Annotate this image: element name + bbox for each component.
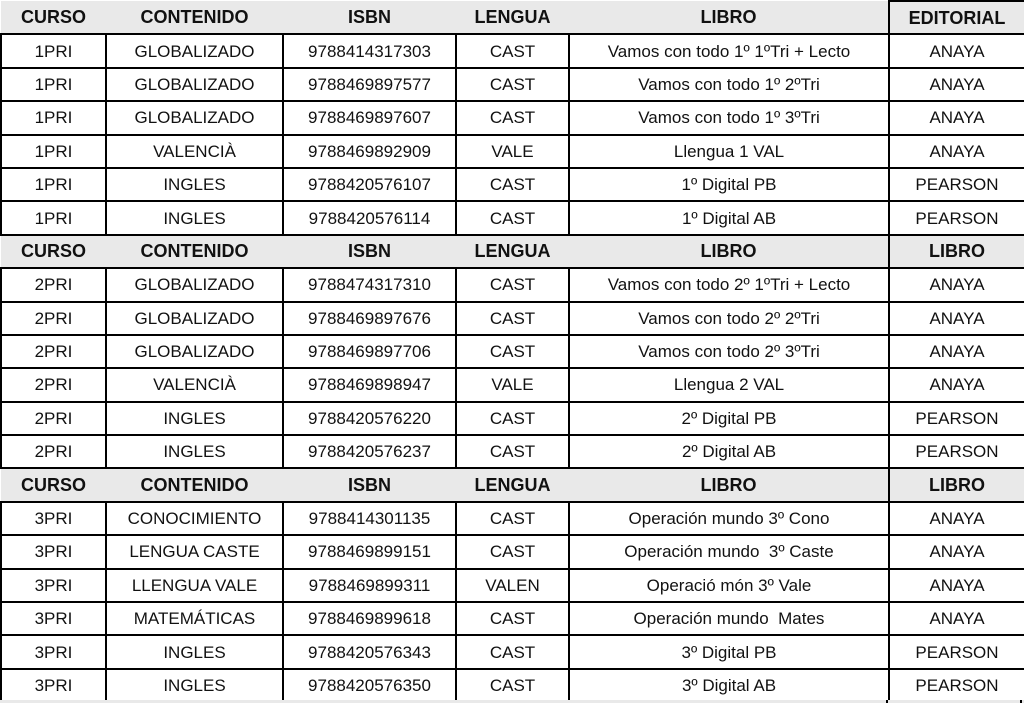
table-cell: PEARSON <box>889 168 1024 201</box>
table-cell: VALEN <box>456 569 569 602</box>
column-header: LIBRO <box>889 235 1024 268</box>
table-cell: GLOBALIZADO <box>106 68 283 101</box>
table-cell: Llengua 1 VAL <box>569 135 889 168</box>
table-cell: 3PRI <box>1 669 106 702</box>
table-cell: CAST <box>456 34 569 67</box>
table-cell: LENGUA CASTE <box>106 535 283 568</box>
table-cell: 1PRI <box>1 201 106 234</box>
table-cell: 9788469897676 <box>283 302 456 335</box>
table-cell: 1PRI <box>1 135 106 168</box>
table-row <box>1 535 1024 568</box>
column-header: CONTENIDO <box>106 235 283 268</box>
table-cell: ANAYA <box>889 569 1024 602</box>
table-cell: CAST <box>456 335 569 368</box>
column-header: CURSO <box>1 468 106 501</box>
column-header: ISBN <box>283 235 456 268</box>
column-header: LIBRO <box>889 468 1024 501</box>
table-cell: ANAYA <box>889 268 1024 301</box>
table-row <box>1 569 1024 602</box>
table-cell: Operación mundo 3º Cono <box>569 502 889 535</box>
table-cell: INGLES <box>106 435 283 468</box>
table-cell: Operación mundo Mates <box>569 602 889 635</box>
table-cell: 1PRI <box>1 168 106 201</box>
table-cell: INGLES <box>106 402 283 435</box>
table-cell: 9788420576237 <box>283 435 456 468</box>
table-cell: ANAYA <box>889 368 1024 401</box>
table-row <box>1 669 1024 702</box>
column-header: LENGUA <box>456 1 569 34</box>
table-row <box>1 635 1024 668</box>
section-header-row <box>1 1 1024 34</box>
table-cell: PEARSON <box>889 435 1024 468</box>
table-cell: 9788469898947 <box>283 368 456 401</box>
table-cell: 9788420576220 <box>283 402 456 435</box>
table-cell: 1PRI <box>1 101 106 134</box>
column-header: ISBN <box>283 468 456 501</box>
textbooks-table-body <box>1 1 1024 702</box>
table-cell: INGLES <box>106 669 283 702</box>
table-cell: VALE <box>456 135 569 168</box>
column-header: CONTENIDO <box>106 1 283 34</box>
table-cell: ANAYA <box>889 302 1024 335</box>
table-cell: GLOBALIZADO <box>106 268 283 301</box>
table-cell: Vamos con todo 1º 3ºTri <box>569 101 889 134</box>
column-header: LENGUA <box>456 235 569 268</box>
table-cell: CAST <box>456 101 569 134</box>
table-cell: PEARSON <box>889 669 1024 702</box>
table-cell: 3PRI <box>1 502 106 535</box>
table-cell: Operació món 3º Vale <box>569 569 889 602</box>
table-cell: VALENCIÀ <box>106 368 283 401</box>
table-cell: VALENCIÀ <box>106 135 283 168</box>
table-cell: ANAYA <box>889 502 1024 535</box>
table-cell: ANAYA <box>889 68 1024 101</box>
table-row <box>1 302 1024 335</box>
table-row <box>1 335 1024 368</box>
table-cell: MATEMÁTICAS <box>106 602 283 635</box>
table-row <box>1 602 1024 635</box>
table-cell: CAST <box>456 502 569 535</box>
table-row <box>1 68 1024 101</box>
table-cell: Vamos con todo 1º 1ºTri + Lecto <box>569 34 889 67</box>
table-cell: 9788469897607 <box>283 101 456 134</box>
table-cell: 2PRI <box>1 302 106 335</box>
table-cell: 9788420576343 <box>283 635 456 668</box>
table-cell: 9788469897706 <box>283 335 456 368</box>
table-row <box>1 402 1024 435</box>
section-header-row <box>1 468 1024 501</box>
table-cell: LLENGUA VALE <box>106 569 283 602</box>
table-cell: 9788474317310 <box>283 268 456 301</box>
table-cell: 3PRI <box>1 569 106 602</box>
table-cell: GLOBALIZADO <box>106 335 283 368</box>
table-cell: 2PRI <box>1 335 106 368</box>
column-header: LIBRO <box>569 1 889 34</box>
table-row <box>1 368 1024 401</box>
table-cell: 3PRI <box>1 635 106 668</box>
table-row <box>1 502 1024 535</box>
table-cell: 9788414317303 <box>283 34 456 67</box>
table-cell: CAST <box>456 268 569 301</box>
table-cell: CAST <box>456 402 569 435</box>
table-cell: Llengua 2 VAL <box>569 368 889 401</box>
table-cell: 9788469899151 <box>283 535 456 568</box>
table-cell: CAST <box>456 168 569 201</box>
table-cell: 9788414301135 <box>283 502 456 535</box>
table-cell: Operación mundo 3º Caste <box>569 535 889 568</box>
table-cell: 9788420576107 <box>283 168 456 201</box>
table-cell: 3º Digital AB <box>569 669 889 702</box>
table-cell: ANAYA <box>889 34 1024 67</box>
table-cell: INGLES <box>106 635 283 668</box>
table-cell: CAST <box>456 435 569 468</box>
table-cell: Vamos con todo 2º 2ºTri <box>569 302 889 335</box>
table-cell: Vamos con todo 1º 2ºTri <box>569 68 889 101</box>
table-cell: 9788469897577 <box>283 68 456 101</box>
table-cell: ANAYA <box>889 602 1024 635</box>
table-cell: CAST <box>456 302 569 335</box>
table-cell: 1º Digital AB <box>569 201 889 234</box>
table-cell: 3PRI <box>1 602 106 635</box>
table-cell: CAST <box>456 201 569 234</box>
table-cell: 9788420576114 <box>283 201 456 234</box>
table-cell: 9788469892909 <box>283 135 456 168</box>
column-header: CURSO <box>1 1 106 34</box>
table-row <box>1 101 1024 134</box>
table-cell: 2PRI <box>1 435 106 468</box>
column-header: CONTENIDO <box>106 468 283 501</box>
column-header: ISBN <box>283 1 456 34</box>
table-cell: PEARSON <box>889 635 1024 668</box>
table-cell: 3º Digital PB <box>569 635 889 668</box>
table-row <box>1 168 1024 201</box>
table-row <box>1 268 1024 301</box>
table-cell: Vamos con todo 2º 1ºTri + Lecto <box>569 268 889 301</box>
column-header: CURSO <box>1 235 106 268</box>
table-cell: ANAYA <box>889 335 1024 368</box>
table-cell: CAST <box>456 635 569 668</box>
table-cell: CONOCIMIENTO <box>106 502 283 535</box>
table-cell: 2PRI <box>1 268 106 301</box>
table-cell: ANAYA <box>889 135 1024 168</box>
table-cell: 1PRI <box>1 34 106 67</box>
table-cell: 2PRI <box>1 368 106 401</box>
section-header-row <box>1 235 1024 268</box>
table-row <box>1 201 1024 234</box>
table-cell: 9788469899311 <box>283 569 456 602</box>
table-cell: GLOBALIZADO <box>106 101 283 134</box>
table-cell: GLOBALIZADO <box>106 302 283 335</box>
table-cell: CAST <box>456 535 569 568</box>
table-row <box>1 135 1024 168</box>
table-cell: 2PRI <box>1 402 106 435</box>
table-cell: GLOBALIZADO <box>106 34 283 67</box>
table-cell: 9788469899618 <box>283 602 456 635</box>
table-cell: CAST <box>456 602 569 635</box>
table-cell: 2º Digital AB <box>569 435 889 468</box>
table-cell: CAST <box>456 68 569 101</box>
column-header: LIBRO <box>569 468 889 501</box>
table-cell: ANAYA <box>889 535 1024 568</box>
column-header: EDITORIAL <box>889 1 1024 34</box>
table-cell: CAST <box>456 669 569 702</box>
table-cell: VALE <box>456 368 569 401</box>
table-cell: INGLES <box>106 168 283 201</box>
table-row <box>1 34 1024 67</box>
table-cell: 3PRI <box>1 535 106 568</box>
table-cell: 1º Digital PB <box>569 168 889 201</box>
table-cell: 1PRI <box>1 68 106 101</box>
column-header: LIBRO <box>569 235 889 268</box>
table-cell: ANAYA <box>889 101 1024 134</box>
table-cell: INGLES <box>106 201 283 234</box>
table-cell: 2º Digital PB <box>569 402 889 435</box>
table-cell: PEARSON <box>889 201 1024 234</box>
table-row <box>1 435 1024 468</box>
table-cell: PEARSON <box>889 402 1024 435</box>
table-cell: Vamos con todo 2º 3ºTri <box>569 335 889 368</box>
table-cell: 9788420576350 <box>283 669 456 702</box>
column-header: LENGUA <box>456 468 569 501</box>
